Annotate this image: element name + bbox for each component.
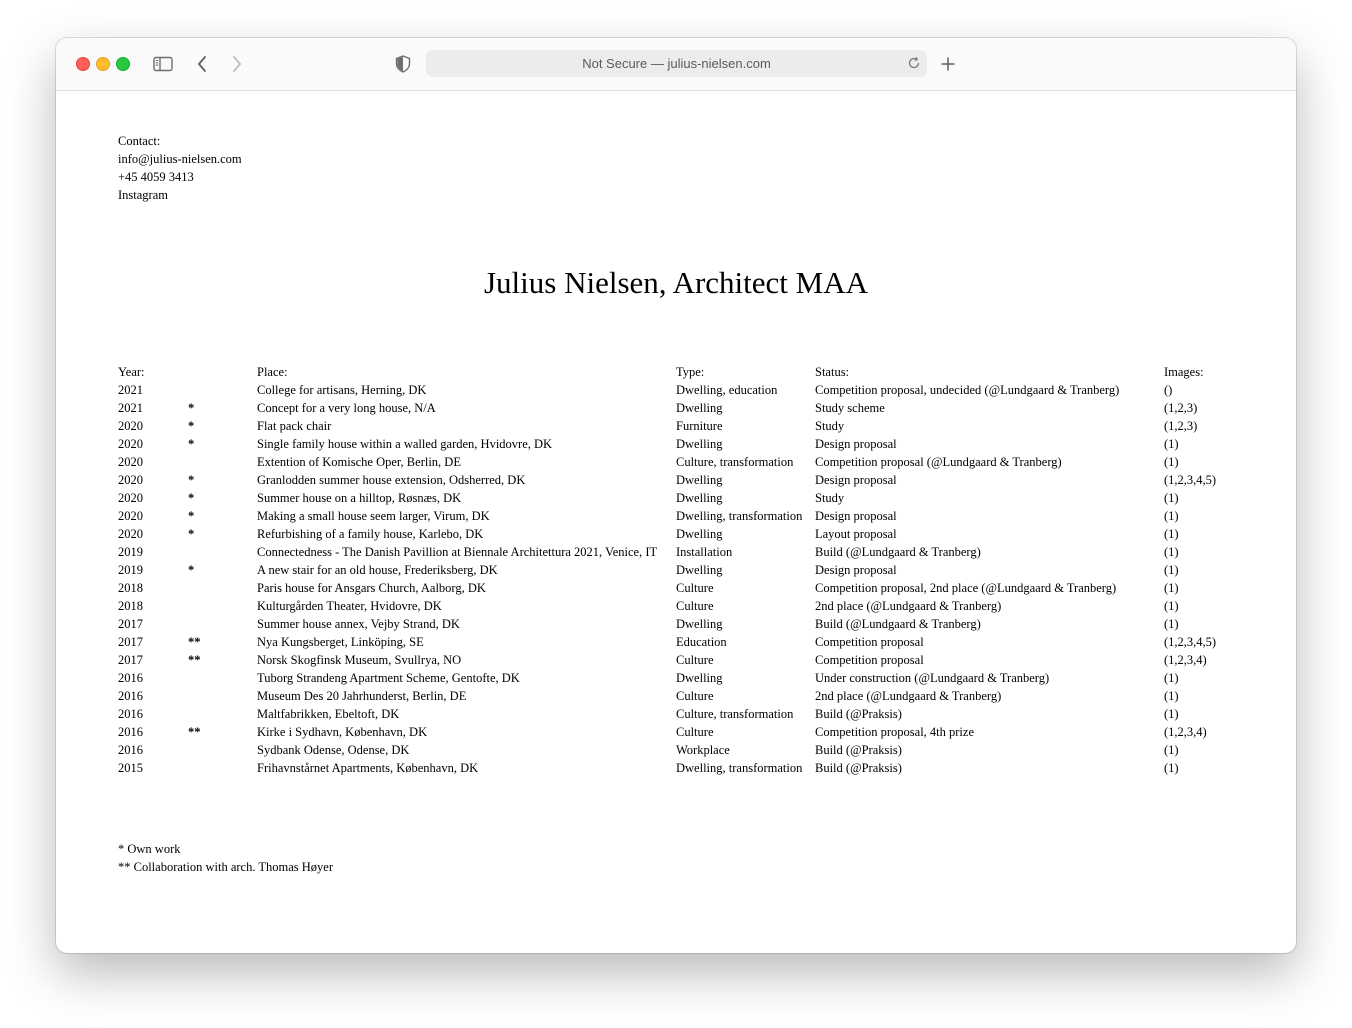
cell-mark: *	[188, 527, 195, 541]
cell-images-link[interactable]: (1)	[1164, 581, 1179, 595]
contact-email-link[interactable]: info@julius-nielsen.com	[118, 152, 242, 166]
footnotes	[118, 840, 333, 876]
table-row	[118, 705, 1238, 723]
cell-images-link[interactable]: (1)	[1164, 437, 1179, 451]
cell-place-link[interactable]: A new stair for an old house, Frederiksberg, DK	[257, 563, 498, 577]
cell-mark: *	[188, 437, 195, 451]
cell-place-link[interactable]: Norsk Skogfinsk Museum, Svullrya, NO	[257, 653, 462, 667]
cell-status: 2nd place (@Lundgaard & Tranberg)	[815, 599, 1002, 613]
cell-status: Build (@Praksis)	[815, 743, 902, 757]
cell-status: Study	[815, 491, 845, 505]
cell-year: 2020	[118, 527, 143, 541]
cell-type: Installation	[676, 545, 733, 559]
cell-mark: *	[188, 491, 195, 505]
header-year: Year:	[118, 365, 145, 379]
cell-mark: **	[188, 653, 201, 667]
cell-place-link[interactable]: Kirke i Sydhavn, København, DK	[257, 725, 428, 739]
cell-year: 2021	[118, 383, 143, 397]
cell-year: 2017	[118, 653, 143, 667]
cell-images-link[interactable]: (1)	[1164, 707, 1179, 721]
close-window-button[interactable]	[76, 57, 90, 71]
cell-place-link[interactable]: Summer house on a hilltop, Røsnæs, DK	[257, 491, 462, 505]
cell-year: 2020	[118, 437, 143, 451]
cell-type: Dwelling	[676, 527, 723, 541]
cell-status: Build (@Praksis)	[815, 761, 902, 775]
cell-place-link[interactable]: Refurbishing of a family house, Karlebo, DK	[257, 527, 484, 541]
contact-phone: +45 4059 3413	[118, 170, 194, 184]
cell-images-link[interactable]: (1,2,3,4)	[1164, 653, 1207, 667]
cell-images-link[interactable]: ()	[1164, 383, 1173, 397]
sidebar-toggle-icon[interactable]	[152, 53, 174, 75]
back-arrow-icon[interactable]	[191, 53, 213, 75]
browser-toolbar	[56, 38, 1296, 91]
cell-images-link[interactable]: (1)	[1164, 563, 1179, 577]
cell-status: Study	[815, 419, 845, 433]
cell-year: 2017	[118, 635, 143, 649]
cell-status: Competition proposal (@Lundgaard & Tranberg)	[815, 455, 1062, 469]
cell-place-link[interactable]: Nya Kungsberget, Linköping, SE	[257, 635, 424, 649]
cell-year: 2016	[118, 707, 143, 721]
cell-type: Dwelling	[676, 473, 723, 487]
cell-year: 2017	[118, 617, 143, 631]
cell-type: Dwelling, transformation	[676, 761, 803, 775]
cell-place-link[interactable]: Tuborg Strandeng Apartment Scheme, Gentofte, DK	[257, 671, 520, 685]
table-row	[118, 723, 1238, 741]
cell-place-link[interactable]: Maltfabrikken, Ebeltoft, DK	[257, 707, 400, 721]
table-row	[118, 525, 1238, 543]
cell-place-link[interactable]: Flat pack chair	[257, 419, 332, 433]
footnote-own-work: * Own work	[118, 842, 181, 856]
cell-mark: *	[188, 563, 195, 577]
cell-year: 2016	[118, 671, 143, 685]
cell-images-link[interactable]: (1)	[1164, 689, 1179, 703]
page-title: Julius Nielsen, Architect MAA	[483, 265, 868, 300]
minimize-window-button[interactable]	[96, 57, 110, 71]
projects-table	[118, 363, 1238, 777]
cell-status: Competition proposal, 4th prize	[815, 725, 975, 739]
cell-mark: **	[188, 725, 201, 739]
table-row	[118, 687, 1238, 705]
cell-place-link[interactable]: Kulturgården Theater, Hvidovre, DK	[257, 599, 442, 613]
cell-place-link[interactable]: Concept for a very long house, N/A	[257, 401, 436, 415]
cell-type: Dwelling	[676, 617, 723, 631]
cell-status: Design proposal	[815, 509, 897, 523]
table-row	[118, 615, 1238, 633]
cell-year: 2020	[118, 491, 143, 505]
cell-images-link[interactable]: (1)	[1164, 671, 1179, 685]
cell-status: Competition proposal, undecided (@Lundgaard & Tranberg)	[815, 383, 1120, 397]
table-row	[118, 489, 1238, 507]
cell-year: 2015	[118, 761, 143, 775]
cell-place-link[interactable]: Paris house for Ansgars Church, Aalborg, DK	[257, 581, 486, 595]
address-bar[interactable]	[426, 50, 927, 77]
cell-place-link[interactable]: College for artisans, Herning, DK	[257, 383, 427, 397]
cell-status: Build (@Lundgaard & Tranberg)	[815, 545, 981, 559]
cell-year: 2019	[118, 545, 143, 559]
cell-type: Culture	[676, 581, 714, 595]
cell-status: Design proposal	[815, 563, 897, 577]
cell-year: 2020	[118, 473, 143, 487]
table-row	[118, 381, 1238, 399]
header-images: Images:	[1164, 365, 1204, 379]
table-row	[118, 507, 1238, 525]
cell-mark: **	[188, 635, 201, 649]
page-content	[56, 91, 1296, 953]
cell-type: Dwelling, education	[676, 383, 778, 397]
cell-images-link[interactable]: (1)	[1164, 599, 1179, 613]
table-row	[118, 417, 1238, 435]
cell-place-link[interactable]: Sydbank Odense, Odense, DK	[257, 743, 410, 757]
cell-type: Workplace	[676, 743, 730, 757]
cell-place-link[interactable]: Museum Des 20 Jahrhunderst, Berlin, DE	[257, 689, 467, 703]
cell-mark: *	[188, 509, 195, 523]
browser-window	[56, 38, 1296, 953]
cell-images-link[interactable]: (1)	[1164, 617, 1179, 631]
cell-mark: *	[188, 401, 195, 415]
url-text: Not Secure — julius-nielsen.com	[582, 56, 771, 71]
cell-year: 2018	[118, 581, 143, 595]
cell-images-link[interactable]: (1)	[1164, 761, 1179, 775]
cell-images-link[interactable]: (1,2,3,4,5)	[1164, 635, 1217, 649]
cell-status: Layout proposal	[815, 527, 897, 541]
cell-status: Build (@Praksis)	[815, 707, 902, 721]
cell-place-link[interactable]: Granlodden summer house extension, Odsherred, DK	[257, 473, 526, 487]
cell-mark: *	[188, 473, 195, 487]
reload-icon[interactable]	[907, 56, 921, 70]
cell-type: Dwelling	[676, 671, 723, 685]
cell-status: Build (@Lundgaard & Tranberg)	[815, 617, 981, 631]
cell-type: Dwelling, transformation	[676, 509, 803, 523]
cell-status: Competition proposal, 2nd place (@Lundgaard & Tranberg)	[815, 581, 1117, 595]
table-row	[118, 669, 1238, 687]
cell-year: 2020	[118, 455, 143, 469]
cell-images-link[interactable]: (1,2,3,4,5)	[1164, 473, 1217, 487]
table-row	[118, 399, 1238, 417]
table-row	[118, 453, 1238, 471]
table-row	[118, 471, 1238, 489]
cell-images-link[interactable]: (1)	[1164, 491, 1179, 505]
cell-place-link[interactable]: Single family house within a walled garden, Hvidovre, DK	[257, 437, 553, 451]
cell-mark: *	[188, 419, 195, 433]
cell-type: Dwelling	[676, 491, 723, 505]
table-row	[118, 633, 1238, 651]
table-row	[118, 435, 1238, 453]
cell-type: Culture	[676, 725, 714, 739]
cell-images-link[interactable]: (1)	[1164, 455, 1179, 469]
cell-place-link[interactable]: Summer house annex, Vejby Strand, DK	[257, 617, 460, 631]
cell-year: 2021	[118, 401, 143, 415]
cell-place-link[interactable]: Extention of Komische Oper, Berlin, DE	[257, 455, 461, 469]
cell-images-link[interactable]: (1,2,3)	[1164, 419, 1198, 433]
table-row	[118, 579, 1238, 597]
table-header-row	[118, 363, 1238, 381]
cell-type: Culture, transformation	[676, 455, 794, 469]
cell-images-link[interactable]: (1)	[1164, 509, 1179, 523]
cell-type: Dwelling	[676, 437, 723, 451]
cell-type: Furniture	[676, 419, 723, 433]
forward-arrow-icon[interactable]	[226, 53, 248, 75]
cell-status: 2nd place (@Lundgaard & Tranberg)	[815, 689, 1002, 703]
cell-status: Competition proposal	[815, 635, 924, 649]
cell-type: Education	[676, 635, 727, 649]
cell-images-link[interactable]: (1)	[1164, 743, 1179, 757]
cell-status: Study scheme	[815, 401, 885, 415]
cell-type: Culture	[676, 599, 714, 613]
cell-year: 2016	[118, 689, 143, 703]
privacy-shield-icon[interactable]	[392, 53, 414, 75]
table-row	[118, 543, 1238, 561]
instagram-link[interactable]: Instagram	[118, 188, 168, 202]
cell-images-link[interactable]: (1,2,3)	[1164, 401, 1198, 415]
header-place: Place:	[257, 365, 288, 379]
cell-year: 2020	[118, 509, 143, 523]
cell-status: Under construction (@Lundgaard & Tranberg)	[815, 671, 1050, 685]
footnote-collaboration: ** Collaboration with arch. Thomas Høyer	[118, 860, 334, 874]
cell-year: 2019	[118, 563, 143, 577]
cell-status: Competition proposal	[815, 653, 924, 667]
header-type: Type:	[676, 365, 705, 379]
cell-type: Culture	[676, 653, 714, 667]
cell-place-link[interactable]: Making a small house seem larger, Virum, DK	[257, 509, 490, 523]
maximize-window-button[interactable]	[116, 57, 130, 71]
table-row	[118, 561, 1238, 579]
cell-status: Design proposal	[815, 437, 897, 451]
cell-images-link[interactable]: (1,2,3,4)	[1164, 725, 1207, 739]
new-tab-plus-icon[interactable]	[937, 53, 959, 75]
header-status: Status:	[815, 365, 850, 379]
cell-images-link[interactable]: (1)	[1164, 545, 1179, 559]
contact-label: Contact:	[118, 134, 161, 148]
cell-year: 2016	[118, 725, 143, 739]
table-row	[118, 741, 1238, 759]
cell-type: Dwelling	[676, 563, 723, 577]
cell-type: Culture, transformation	[676, 707, 794, 721]
cell-images-link[interactable]: (1)	[1164, 527, 1179, 541]
cell-status: Design proposal	[815, 473, 897, 487]
table-row	[118, 597, 1238, 615]
table-row	[118, 651, 1238, 669]
cell-year: 2018	[118, 599, 143, 613]
cell-type: Culture	[676, 689, 714, 703]
table-row	[118, 759, 1238, 777]
cell-place-link[interactable]: Frihavnstårnet Apartments, København, DK	[257, 761, 479, 775]
cell-year: 2020	[118, 419, 143, 433]
cell-place-link[interactable]: Connectedness - The Danish Pavillion at Biennale Architettura 2021, Venice, IT	[257, 545, 658, 559]
contact-block	[118, 132, 242, 204]
cell-year: 2016	[118, 743, 143, 757]
cell-type: Dwelling	[676, 401, 723, 415]
